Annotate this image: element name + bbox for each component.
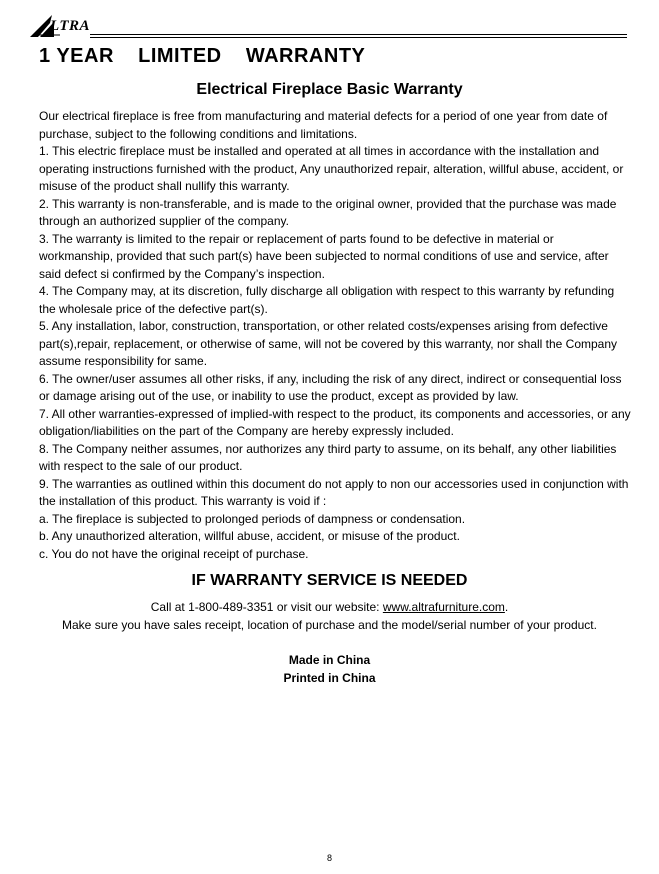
condition-4: 4. The Company may, at its discretion, fully discharge all obligation with respect to this warranty by refunding the wholesale price of the defective part(s). <box>39 284 615 316</box>
contact-line <box>0 599 659 617</box>
condition-3: 3. The warranty is limited to the repair or replacement of parts found to be defective in material or workmanship, provided that such part(s) have been subjected to normal conditions of use and service, after said defect si confirmed by the Company’s inspection. <box>39 231 609 281</box>
page-number: 8 <box>326 853 332 863</box>
page-title: 1 YEAR LIMITED WARRANTY <box>39 45 366 67</box>
call-text: Call at 1-800-489-3351 or visit our website: <box>150 600 383 614</box>
header-rule-top <box>90 34 627 35</box>
origin-info <box>0 652 659 687</box>
void-condition-a: a. The fireplace is subjected to prolonged periods of dampness or condensation. <box>39 511 466 526</box>
condition-5: 5. Any installation, labor, construction, transportation, or other related costs/expenses arising from defective part(s),repair, replacement, or otherwise of same, will not be covered by this warranty, nor shall the Company assume responsibility for same. <box>39 319 618 368</box>
condition-7: 7. All other warranties-expressed of implied-with respect to the product, its components and accessories, or any obligation/liabilities on the part of the Company are hereby expressly included. <box>39 406 631 438</box>
condition-2: 2. This warranty is non-transferable, and is made to the original owner, provided that the purchase was made through an authorized supplier of the company. <box>39 196 617 228</box>
receipt-note: Make sure you have sales receipt, location of purchase and the model/serial number of your product. <box>62 617 597 632</box>
printed-in: Printed in China <box>283 670 376 685</box>
service-heading: IF WARRANTY SERVICE IS NEEDED <box>191 572 468 589</box>
website-link[interactable]: www.altrafurniture.com <box>382 600 505 614</box>
void-condition-b: b. Any unauthorized alteration, willful abuse, accident, or misuse of the product. <box>39 529 460 543</box>
call-suffix: . <box>504 600 509 614</box>
contact-info <box>0 599 659 634</box>
condition-6: 6. The owner/user assumes all other risks, if any, including the risk of any direct, indirect or consequential loss or damage arising out of the use, or inability to use the product, except as provided by law. <box>39 371 622 403</box>
condition-1: 1. This electric fireplace must be installed and operated at all times in accordance with the installation and operating instructions furnished with the product, Any unauthorized repair, alteration, willful abuse, accident, or misuse of the product shall nullify this warranty. <box>39 144 624 193</box>
condition-8: 8. The Company neither assumes, nor authorizes any third party to assume, on its behalf, any other liabilities with respect to the sale of our product. <box>39 441 617 473</box>
void-condition-c: c. You do not have the original receipt of purchase. <box>39 546 309 561</box>
section-subtitle: Electrical Fireplace Basic Warranty <box>196 81 463 98</box>
made-in: Made in China <box>288 653 371 667</box>
warranty-body <box>39 108 631 563</box>
intro-paragraph: Our electrical fireplace is free from manufacturing and material defects for a period of one year from date of purchase, subject to the following conditions and limitations. <box>39 109 608 141</box>
header-rule-bottom <box>90 37 627 38</box>
condition-9: 9. The warranties as outlined within this document do not apply to non our accessories used in conjunction with the installation of this product. This warranty is void if : <box>39 476 629 508</box>
page-header <box>30 12 627 38</box>
logo-text: LTRA <box>50 18 91 34</box>
